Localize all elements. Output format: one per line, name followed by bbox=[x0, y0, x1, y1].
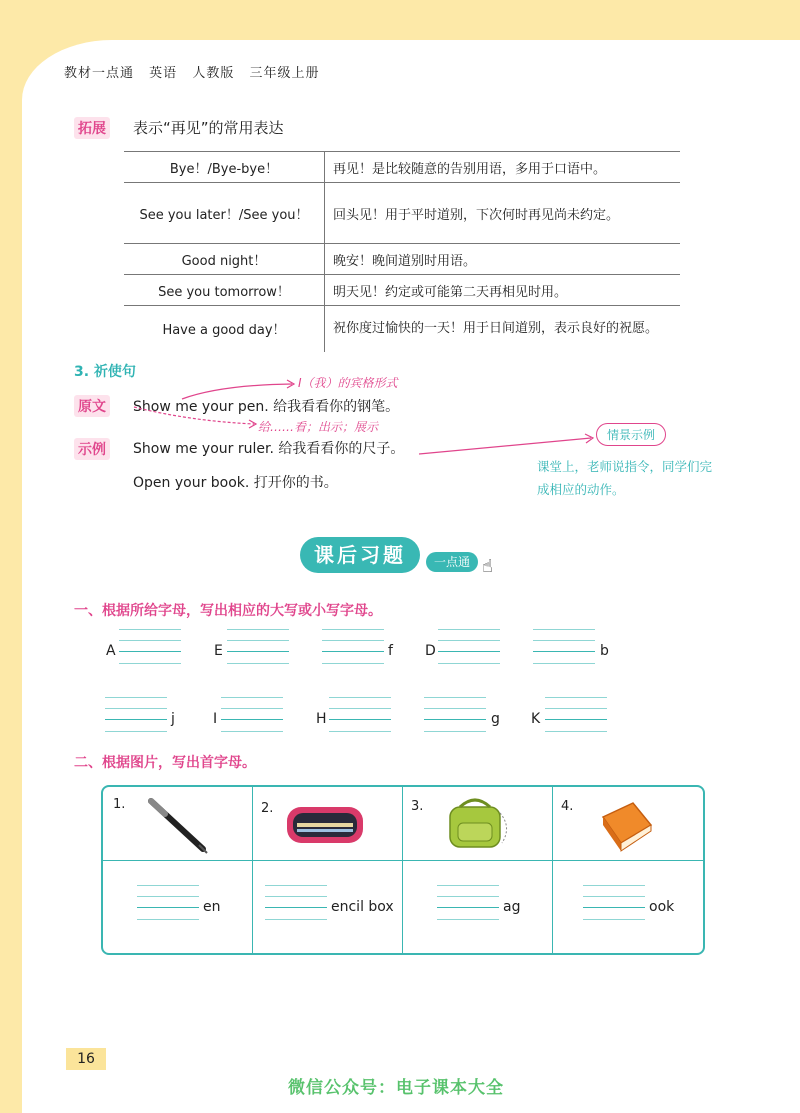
expression-en: Bye！/Bye-bye！ bbox=[124, 152, 325, 183]
expand-tag: 拓展 bbox=[74, 117, 110, 139]
item-number: 2. bbox=[261, 801, 274, 816]
writing-blank[interactable] bbox=[227, 640, 289, 664]
given-letter: D bbox=[425, 643, 436, 659]
scene-label-bubble: 情景示例 bbox=[596, 423, 666, 446]
writing-blank[interactable] bbox=[533, 640, 595, 664]
word-suffix: ag bbox=[503, 899, 521, 915]
writing-blank[interactable] bbox=[438, 640, 500, 664]
pen-icon bbox=[143, 795, 213, 855]
original-tag: 原文 bbox=[74, 395, 110, 417]
original-sentence: Show me your pen. 给我看看你的钢笔。 bbox=[133, 399, 400, 415]
given-letter: E bbox=[214, 643, 223, 659]
exercise-banner-sub: 一点通 bbox=[426, 552, 478, 572]
exercise-banner: 课后习题 bbox=[300, 537, 420, 573]
word-suffix: encil box bbox=[331, 899, 394, 915]
exercise2-title: 二、根据图片，写出首字母。 bbox=[74, 755, 256, 771]
grid-divider bbox=[103, 860, 703, 861]
word-suffix: ook bbox=[649, 899, 675, 915]
expression-cn: 回头见！用于平时道别，下次何时再见尚未约定。 bbox=[325, 183, 681, 244]
word-suffix: en bbox=[203, 899, 221, 915]
expression-cn: 再见！是比较随意的告别用语，多用于口语中。 bbox=[325, 152, 681, 183]
expression-en: See you tomorrow！ bbox=[124, 275, 325, 306]
given-letter: A bbox=[106, 643, 116, 659]
bag-icon bbox=[438, 793, 518, 855]
given-letter: I bbox=[213, 711, 218, 727]
table-row bbox=[124, 244, 680, 275]
writing-blank[interactable] bbox=[221, 708, 283, 732]
note-show: 给……看；出示；展示 bbox=[258, 420, 379, 434]
footer-watermark: 微信公众号：电子课本大全 bbox=[288, 1078, 504, 1098]
item-number: 1. bbox=[113, 797, 126, 812]
section-title-imperative: 3. 祈使句 bbox=[74, 364, 136, 380]
writing-blank[interactable] bbox=[105, 708, 167, 732]
writing-blank[interactable] bbox=[119, 640, 181, 664]
scene-text: 课堂上，老师说指令，同学们完成相应的动作。 bbox=[537, 459, 713, 497]
example-sentence-2: Open your book. 打开你的书。 bbox=[133, 475, 338, 491]
writing-blank[interactable] bbox=[265, 896, 327, 920]
grid-divider bbox=[402, 787, 403, 953]
exercise1-title: 一、根据所给字母，写出相应的大写或小写字母。 bbox=[74, 603, 382, 619]
header-grade: 三年级上册 bbox=[249, 66, 320, 81]
expand-intro: 表示“再见”的常用表达 bbox=[133, 119, 284, 137]
example-sentence-1: Show me your ruler. 给我看看你的尺子。 bbox=[133, 441, 405, 457]
example-tag: 示例 bbox=[74, 438, 110, 460]
page-header bbox=[64, 62, 329, 81]
writing-blank[interactable] bbox=[583, 896, 645, 920]
given-letter: f bbox=[388, 643, 393, 659]
table-row bbox=[124, 306, 680, 352]
expression-cn: 祝你度过愉快的一天！用于日间道别，表示良好的祝愿。 bbox=[325, 306, 681, 352]
writing-blank[interactable] bbox=[137, 896, 199, 920]
writing-blank[interactable] bbox=[424, 708, 486, 732]
given-letter: g bbox=[491, 711, 500, 727]
grid-divider bbox=[552, 787, 553, 953]
expression-en: See you later！/See you！ bbox=[124, 183, 325, 244]
header-edition: 人教版 bbox=[192, 66, 235, 81]
given-letter: H bbox=[316, 711, 327, 727]
annotation-arrows bbox=[130, 375, 310, 430]
grid-divider bbox=[252, 787, 253, 953]
item-number: 4. bbox=[561, 799, 574, 814]
expression-cn: 明天见！约定或可能第二天再相见时用。 bbox=[325, 275, 681, 306]
picture-exercise-grid bbox=[101, 785, 705, 955]
pencil-box-icon bbox=[283, 799, 369, 849]
item-number: 3. bbox=[411, 799, 424, 814]
book-icon bbox=[597, 799, 657, 853]
page-number: 16 bbox=[66, 1048, 106, 1070]
writing-blank[interactable] bbox=[329, 708, 391, 732]
expression-en: Have a good day！ bbox=[124, 306, 325, 352]
given-letter: j bbox=[171, 711, 175, 727]
table-row bbox=[124, 152, 680, 183]
writing-blank[interactable] bbox=[437, 896, 499, 920]
header-book: 教材一点通 bbox=[64, 66, 135, 81]
table-row bbox=[124, 183, 680, 244]
given-letter: K bbox=[531, 711, 541, 727]
note-me: I（我）的宾格形式 bbox=[298, 376, 398, 390]
hand-pointer-icon: ☝ bbox=[482, 556, 493, 577]
goodbye-expressions-table bbox=[124, 151, 680, 352]
table-row bbox=[124, 275, 680, 306]
writing-blank[interactable] bbox=[322, 640, 384, 664]
writing-blank[interactable] bbox=[545, 708, 607, 732]
given-letter: b bbox=[600, 643, 609, 659]
expression-en: Good night！ bbox=[124, 244, 325, 275]
expression-cn: 晚安！晚间道别时用语。 bbox=[325, 244, 681, 275]
header-subject: 英语 bbox=[149, 66, 178, 81]
